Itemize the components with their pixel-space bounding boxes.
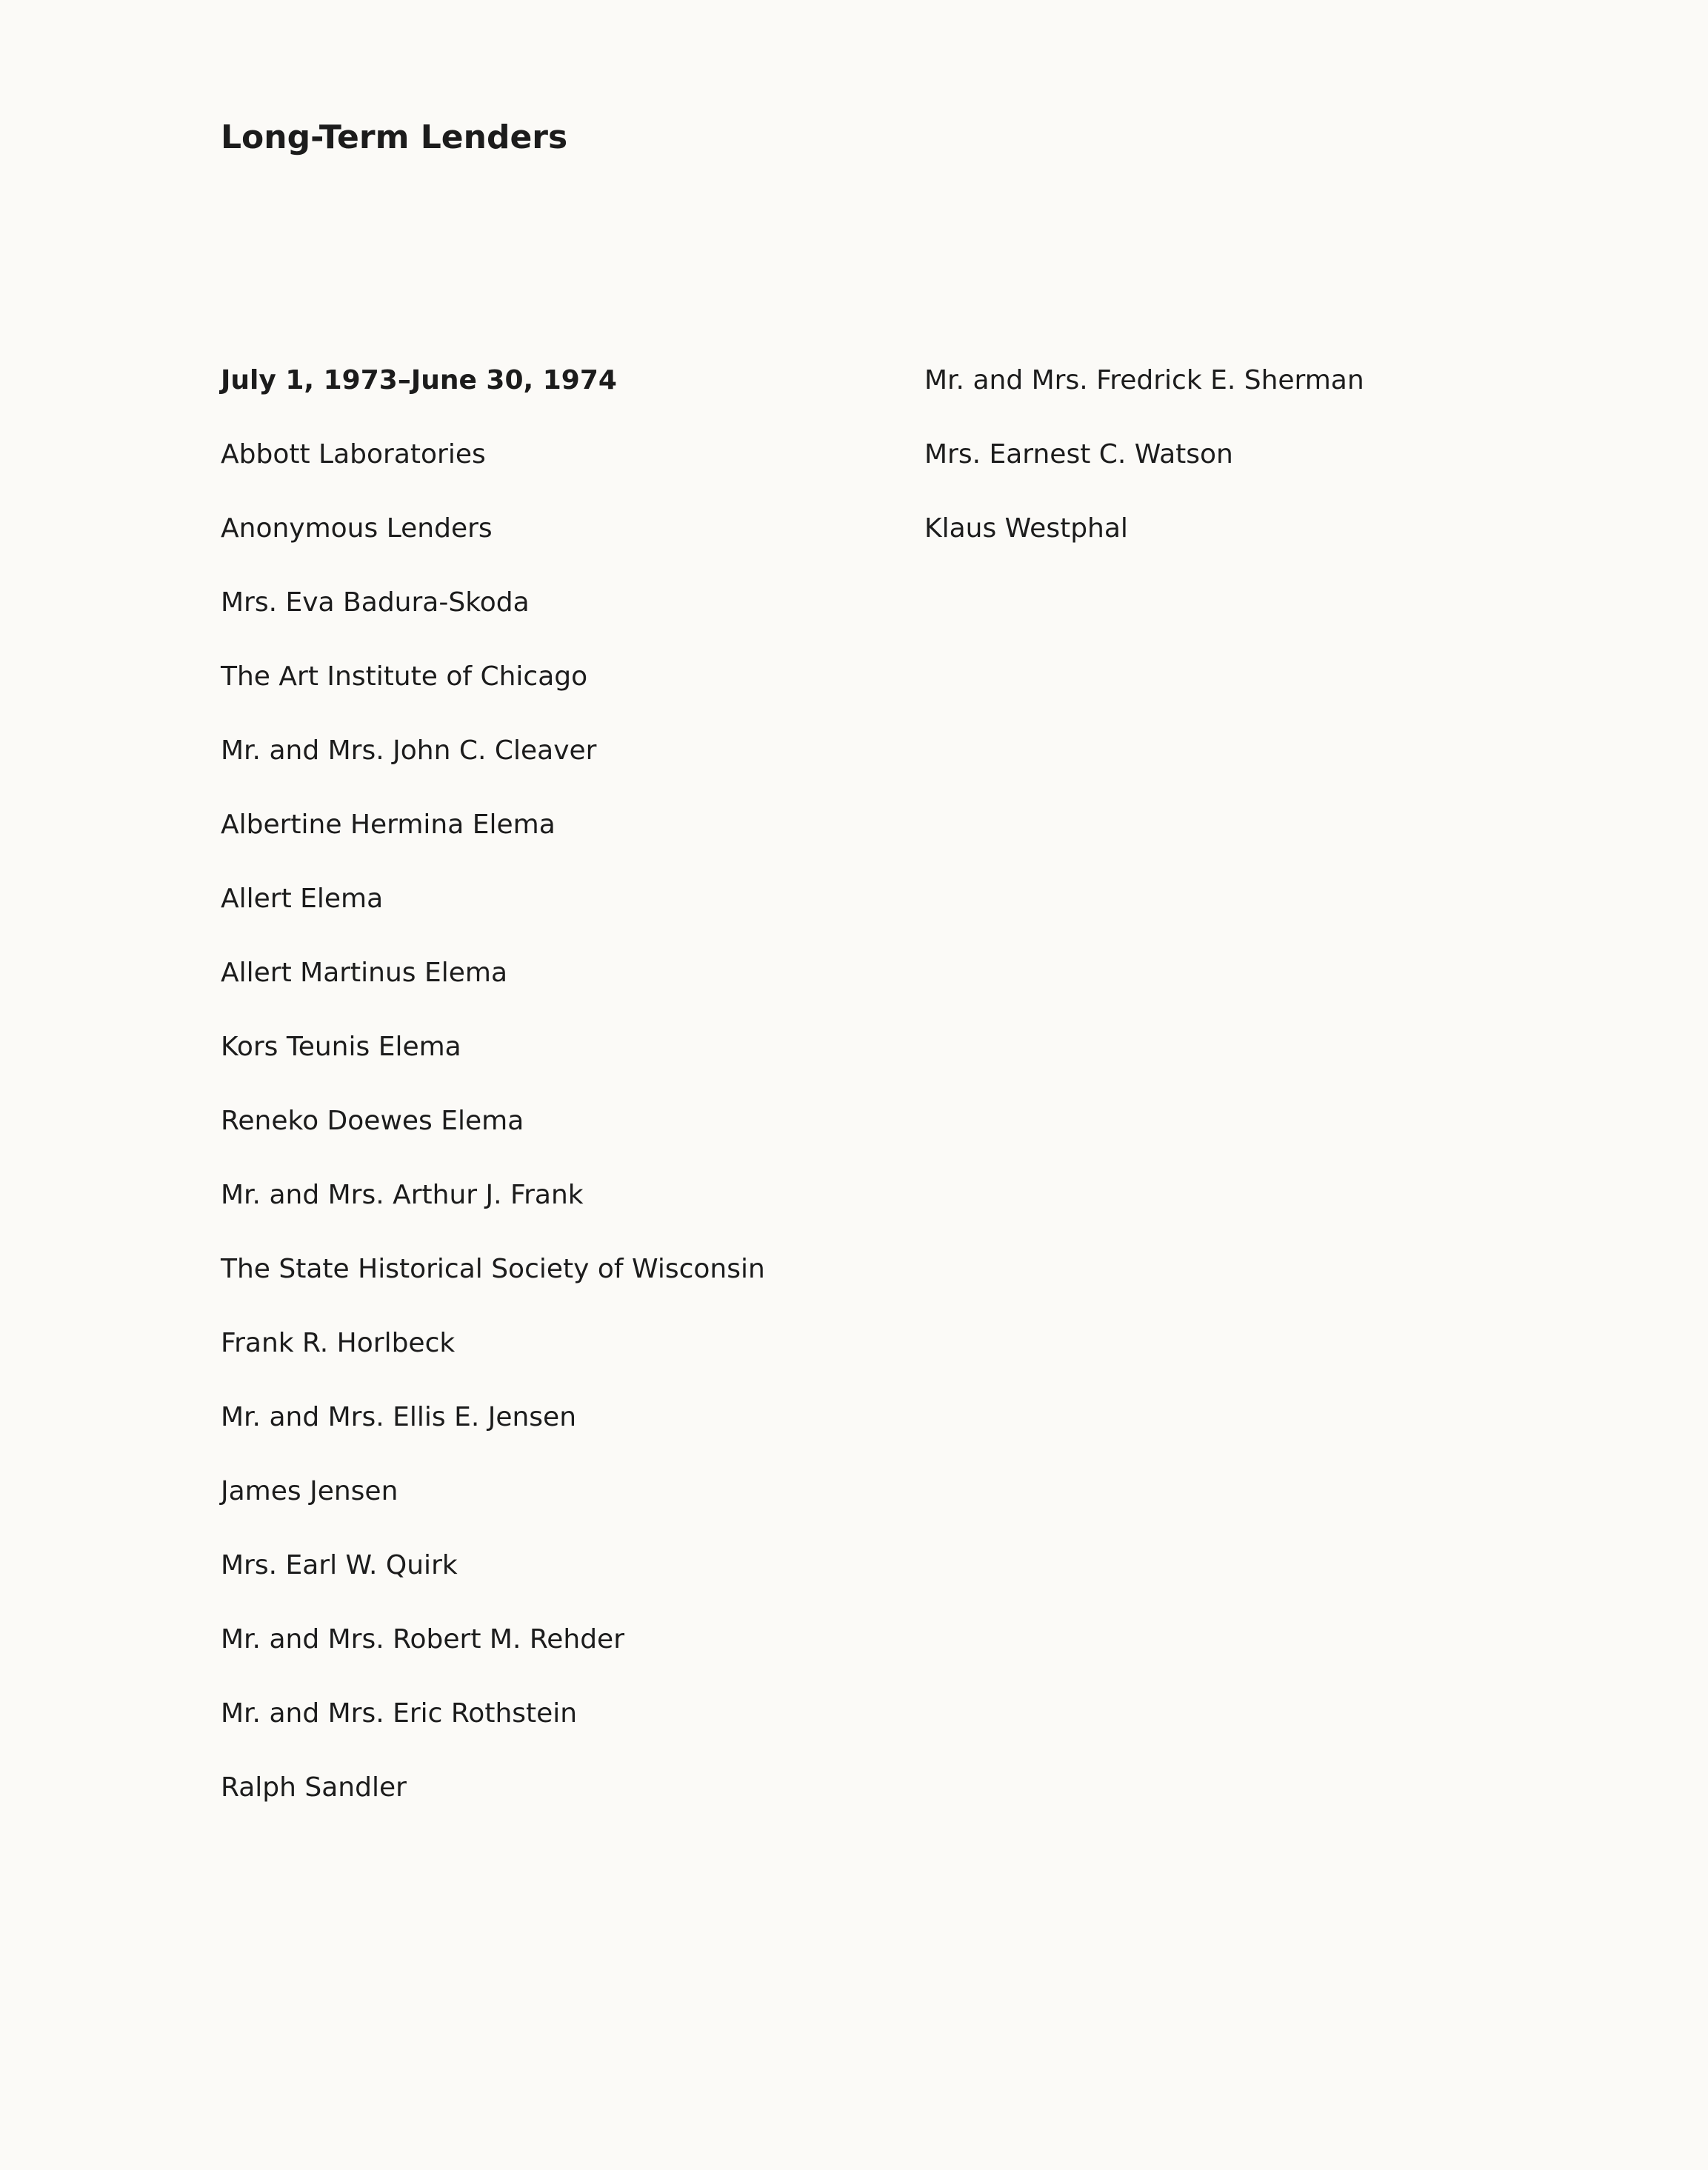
lender-item: Mrs. Eva Badura-Skoda (221, 587, 530, 618)
lender-item: Kors Teunis Elema (221, 1032, 461, 1062)
lender-item: Mr. and Mrs. Ellis E. Jensen (221, 1402, 577, 1432)
lender-item: Ralph Sandler (221, 1772, 407, 1803)
lender-item: Albertine Hermina Elema (221, 809, 556, 840)
lender-item: James Jensen (221, 1476, 398, 1506)
lender-item: Allert Martinus Elema (221, 958, 508, 988)
lenders-list-left (221, 357, 765, 1838)
lender-item: Anonymous Lenders (221, 513, 493, 544)
lender-item: Frank R. Horlbeck (221, 1328, 456, 1358)
lender-item: Mrs. Earnest C. Watson (924, 439, 1233, 470)
lender-item: Mr. and Mrs. John C. Cleaver (221, 735, 597, 766)
lender-item: Mr. and Mrs. Eric Rothstein (221, 1698, 578, 1729)
lender-item: Reneko Doewes Elema (221, 1106, 524, 1136)
lender-item: The Art Institute of Chicago (221, 661, 588, 692)
page-title: Long-Term Lenders (221, 118, 568, 156)
lender-item: Abbott Laboratories (221, 439, 486, 470)
lender-item: The State Historical Society of Wisconsin (221, 1254, 765, 1284)
lenders-list-right (924, 357, 1364, 579)
period-heading: July 1, 1973–June 30, 1974 (221, 365, 617, 395)
lender-item: Klaus Westphal (924, 513, 1128, 544)
lender-item: Mr. and Mrs. Fredrick E. Sherman (924, 365, 1364, 395)
lender-item: Mrs. Earl W. Quirk (221, 1550, 458, 1580)
lender-item: Mr. and Mrs. Robert M. Rehder (221, 1624, 625, 1655)
lender-item: Mr. and Mrs. Arthur J. Frank (221, 1180, 584, 1210)
lender-item: Allert Elema (221, 884, 384, 914)
